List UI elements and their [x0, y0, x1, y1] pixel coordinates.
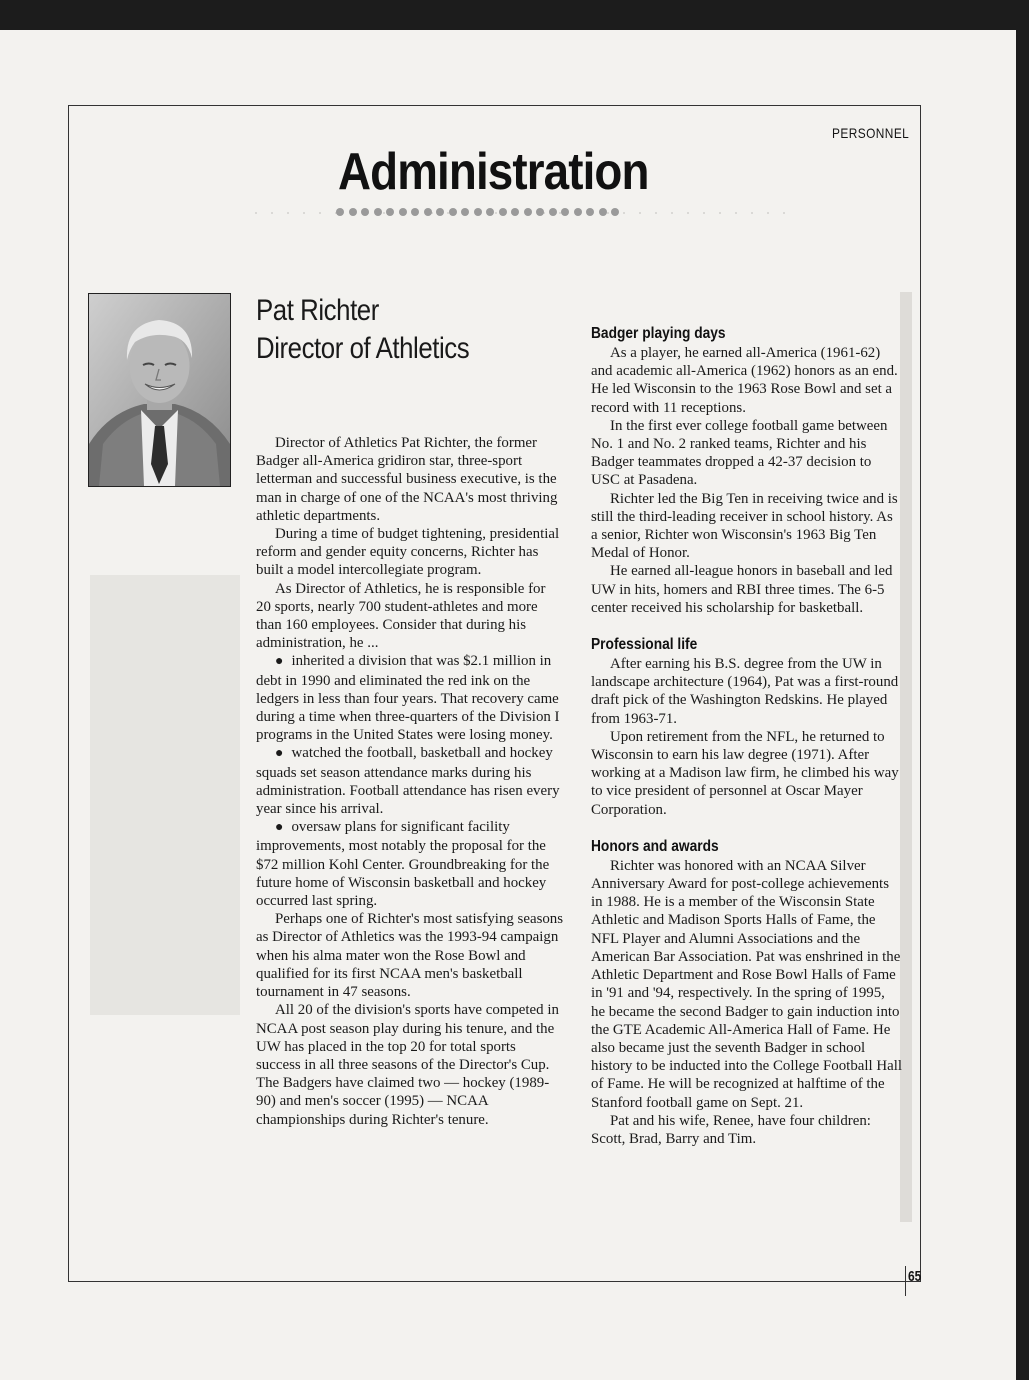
bleed-through-dot: [303, 212, 305, 214]
title-dot: [424, 208, 432, 216]
title-dot: [449, 208, 457, 216]
bleed-through-dot: [671, 212, 673, 214]
title-dot: [599, 208, 607, 216]
bleed-through-dot: [751, 212, 753, 214]
body-paragraph: Richter was honored with an NCAA Silver Anniversary Award for post-college achievements in 1988. He is a member of the Wisconsin State Athletic and Madison Sports Halls of Fame, the NFL Player and Alumni Associations and the American Bar Association. Pat was enshrined in the Athletic Department and Rose Bowl Halls of Fame in '91 and '94, respectively. In the spring of 1995, he became the second Badger to gain induction into the GTE Academic All-America Hall of Fame. He also became just the seventh Badger in school history to be inducted into the College Football Hall of Fame. He will be recognized at halftime of the Stanford football game on Sept. 21.: [591, 857, 903, 1111]
portrait-image: [89, 294, 230, 486]
title-dot: [386, 208, 394, 216]
body-paragraph: After earning his B.S. degree from the UW in landscape architecture (1964), Pat was a first-round draft pick of the Washington Redskins. He played from 1963-71.: [591, 656, 899, 727]
title-dot: [399, 208, 407, 216]
body-paragraph: Pat and his wife, Renee, have four children: Scott, Brad, Barry and Tim.: [591, 1112, 871, 1147]
title-dot: [374, 208, 382, 216]
bullet-icon: ●: [275, 654, 284, 670]
title-dot: [586, 208, 594, 216]
bleed-through-dot: [319, 212, 321, 214]
bleed-through-shade: [90, 575, 240, 1015]
body-paragraph: As Director of Athletics, he is responsible for 20 sports, nearly 700 student-athletes and more than 160 employees. Consider that during his administration, he ...: [256, 580, 546, 652]
title-dot: [524, 208, 532, 216]
portrait-photo: [88, 293, 231, 487]
bleed-through-dot: [271, 212, 273, 214]
bullet-text: oversaw plans for significant facility improvements, most notably the proposal for the $72 million Kohl Center. Groundbreaking for the future home of Wisconsin basketball and hockey occurred last spring.: [256, 819, 550, 910]
bullet-icon: ●: [275, 820, 284, 836]
title-dot: [611, 208, 619, 216]
bullet-paragraph: [256, 652, 564, 744]
title-dot: [486, 208, 494, 216]
section-heading: Badger playing days: [591, 325, 726, 342]
bullet-text: watched the football, basketball and hockey squads set season attendance marks during his administration. Football attendance has risen every year since his arrival.: [256, 745, 560, 818]
title-dot: [349, 208, 357, 216]
page-number: 65: [908, 1268, 922, 1285]
bleed-through-dot: [767, 212, 769, 214]
bleed-through-dot: [655, 212, 657, 214]
body-paragraph: Director of Athletics Pat Richter, the former Badger all-America gridiron star, three-sport letterman and successful business executive, is the man in charge of one of the NCAA's most thriving athletic departments.: [256, 435, 558, 524]
title-dot: [411, 208, 419, 216]
title-dot: [461, 208, 469, 216]
profile-role: Director of Athletics: [256, 332, 470, 365]
right-article-column: [591, 324, 902, 1148]
bullet-paragraph: [256, 818, 564, 910]
body-paragraph: He earned all-league honors in baseball and led UW in hits, homers and RBI three times. The 6-5 center received his scholarship for basketball.: [591, 563, 893, 616]
body-paragraph: Upon retirement from the NFL, he returned to Wisconsin to earn his law degree (1971). After working at a Madison law firm, he climbed his way to vice president of personnel at Oscar Mayer Corporation.: [591, 728, 899, 818]
section-label: PERSONNEL: [832, 125, 910, 141]
bleed-through-dot: [687, 212, 689, 214]
page-number-rule: [905, 1266, 906, 1296]
title-dot-rule: [336, 208, 619, 216]
title-dot: [474, 208, 482, 216]
bullet-icon: ●: [275, 746, 284, 762]
page-title: Administration: [338, 143, 649, 201]
bleed-through-dot: [639, 212, 641, 214]
body-paragraph: During a time of budget tightening, presidential reform and gender equity concerns, Richter has built a model intercollegiate program.: [256, 526, 560, 579]
left-article-column: [256, 434, 564, 1129]
bleed-through-dot: [287, 212, 289, 214]
bleed-through-dot: [783, 212, 785, 214]
bleed-through-dot: [255, 212, 257, 214]
body-paragraph: As a player, he earned all-America (1961-62) and academic all-America (1962) honors as an end. He led Wisconsin to the 1963 Rose Bowl and set a record with 11 receptions.: [591, 345, 898, 416]
bullet-paragraph: [256, 744, 564, 818]
title-dot: [549, 208, 557, 216]
section-heading: Honors and awards: [591, 837, 719, 855]
section-heading: Professional life: [591, 636, 698, 654]
profile-heading: [256, 292, 469, 368]
body-paragraph: In the first ever college football game between No. 1 and No. 2 ranked teams, Richter and his Badger teammates dropped a 42-37 decision to USC at Pasadena.: [591, 417, 888, 489]
title-dot: [561, 208, 569, 216]
bleed-through-dot: [703, 212, 705, 214]
body-paragraph: All 20 of the division's sports have competed in NCAA post season play during his tenure, and the UW has placed in the top 20 for total sports success in all three seasons of the Director's Cup. The Badgers have claimed two — hockey (1989-90) and men's soccer (1995) — NCAA championships during Richter's tenure.: [256, 1002, 559, 1128]
title-dot: [574, 208, 582, 216]
title-dot: [536, 208, 544, 216]
bleed-through-dot: [735, 212, 737, 214]
title-dot: [436, 208, 444, 216]
title-dot: [361, 208, 369, 216]
title-dot: [511, 208, 519, 216]
bleed-through-dot: [623, 212, 625, 214]
body-paragraph: Perhaps one of Richter's most satisfying seasons as Director of Athletics was the 1993-94 campaign when his alma mater won the Rose Bowl and qualified for its first NCAA men's basketball tournament in 47 seasons.: [256, 911, 564, 1001]
body-paragraph: Richter led the Big Ten in receiving twice and is still the third-leading receiver in school history. As a senior, Richter won Wisconsin's 1963 Big Ten Medal of Honor.: [591, 490, 898, 562]
bleed-through-dot: [719, 212, 721, 214]
title-dot: [336, 208, 344, 216]
title-dot: [499, 208, 507, 216]
bullet-text: inherited a division that was $2.1 million in debt in 1990 and eliminated the red ink on the ledgers in less than four years. That recovery came during a time when three-quarters of the Division I programs in the United States were losing money.: [256, 653, 560, 744]
magazine-page: [0, 30, 1016, 1380]
profile-name: Pat Richter: [256, 294, 379, 327]
